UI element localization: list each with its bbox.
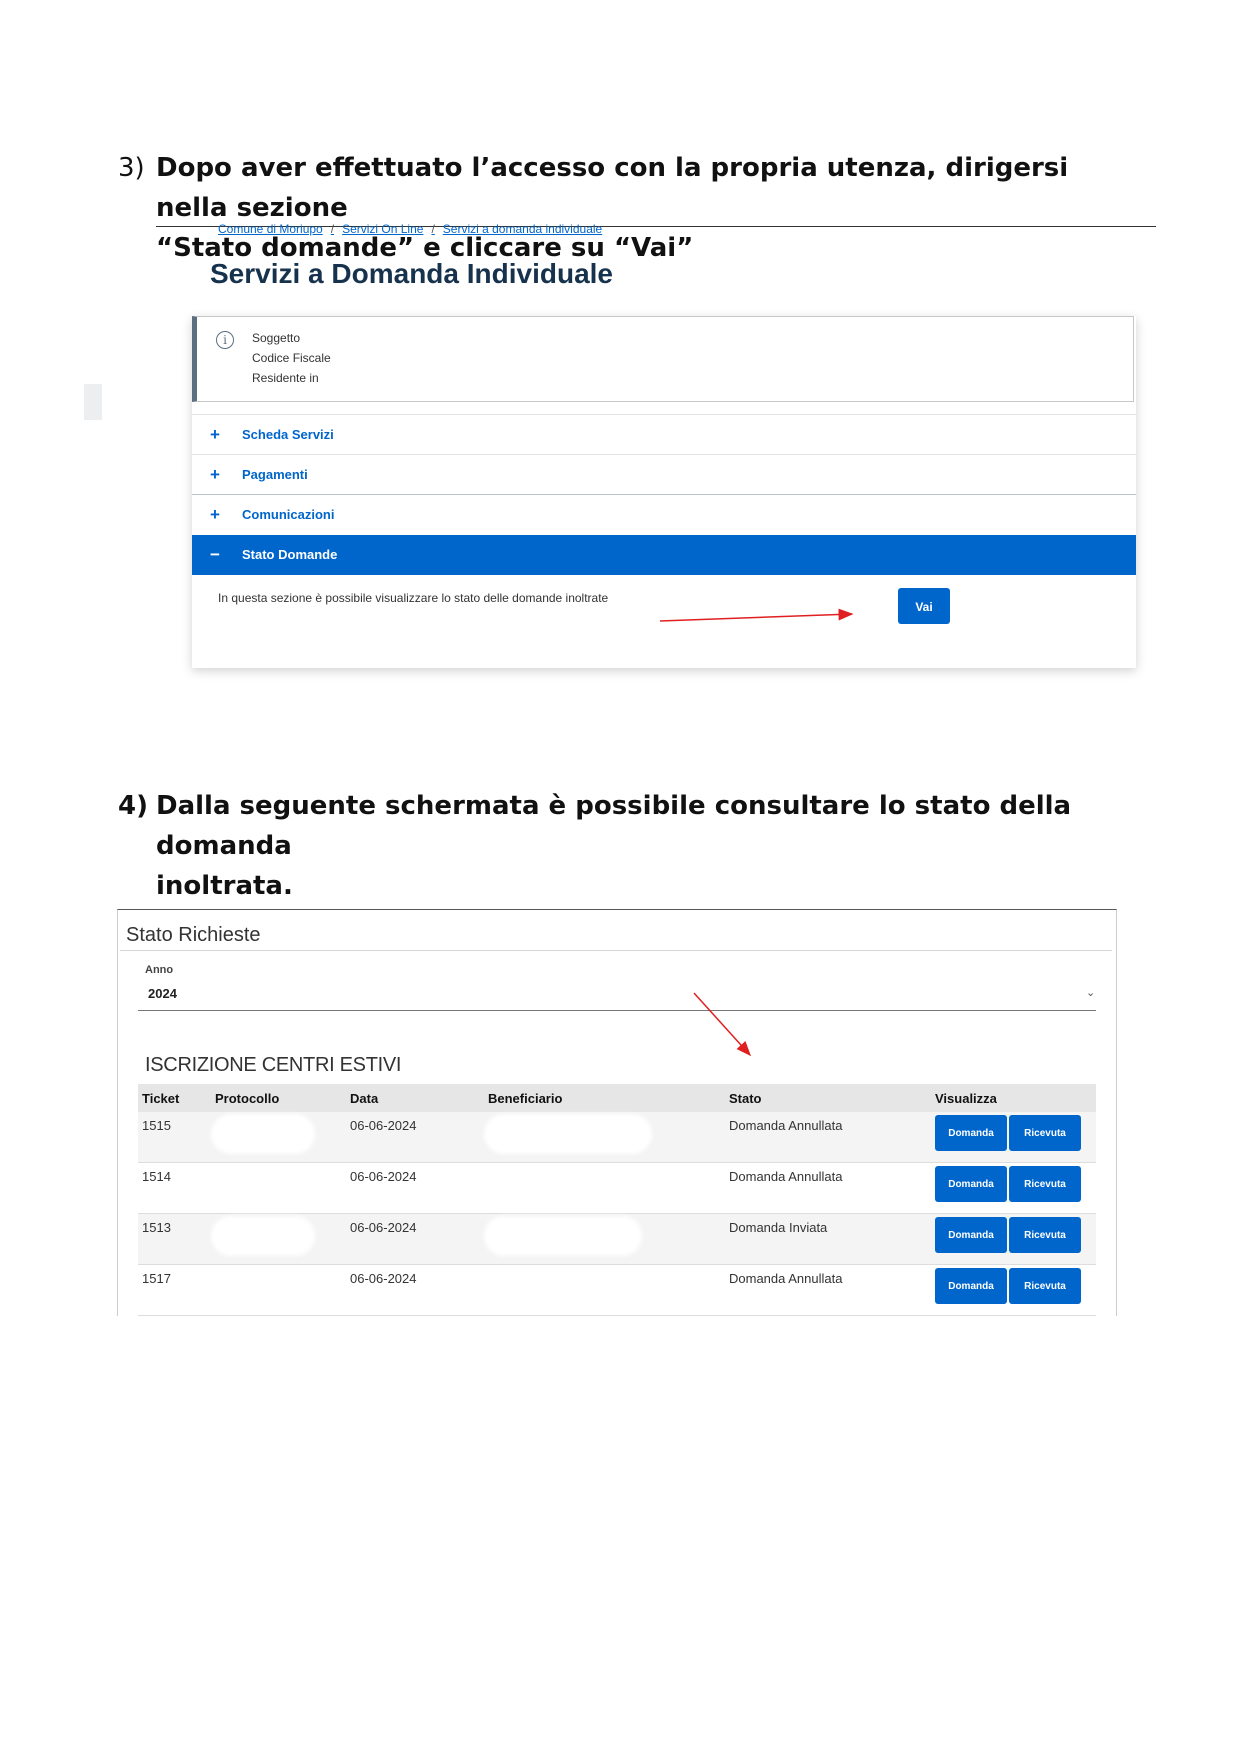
plus-icon: + [210, 505, 220, 524]
ricevuta-button[interactable]: Ricevuta [1009, 1268, 1081, 1304]
info-line-tax-code: Codice Fiscale [252, 351, 331, 365]
domanda-button[interactable]: Domanda [935, 1115, 1007, 1151]
column-header-data: Data [346, 1084, 484, 1112]
step-line-1: Dalla seguente schermata è possibile consultare lo stato della domanda [156, 791, 1072, 861]
page-title: Servizi a Domanda Individuale [210, 258, 614, 289]
ticket-cell: 1514 [138, 1163, 211, 1214]
year-label: Anno [145, 964, 174, 976]
info-line-subject: Soggetto [252, 331, 301, 345]
ricevuta-button[interactable]: Ricevuta [1009, 1217, 1081, 1253]
column-header-beneficiario: Beneficiario [484, 1084, 725, 1112]
data-cell: 06-06-2024 [346, 1163, 484, 1214]
stato-cell: Domanda Annullata [725, 1265, 931, 1316]
ricevuta-button[interactable]: Ricevuta [1009, 1115, 1081, 1151]
accordion-label: Pagamenti [242, 467, 308, 482]
stato-cell: Domanda Annullata [725, 1163, 931, 1214]
ticket-cell: 1515 [138, 1112, 211, 1163]
plus-icon: + [210, 465, 220, 484]
accordion-label: Scheda Servizi [242, 427, 334, 442]
breadcrumb-link[interactable]: Servizi On Line [342, 222, 424, 236]
arrow-to-vai-button [660, 614, 852, 621]
data-cell: 06-06-2024 [346, 1214, 484, 1265]
breadcrumb-link[interactable]: Servizi a domanda individuale [442, 222, 603, 236]
vai-button[interactable]: Vai [898, 588, 950, 624]
ricevuta-button[interactable]: Ricevuta [1009, 1166, 1081, 1202]
column-header-ticket: Ticket [138, 1084, 211, 1112]
data-cell: 06-06-2024 [346, 1112, 484, 1163]
info-line-residence: Residente in [252, 371, 319, 385]
domanda-button[interactable]: Domanda [935, 1217, 1007, 1253]
domanda-button[interactable]: Domanda [935, 1268, 1007, 1304]
stato-domande-description: In questa sezione è possibile visualizzare lo stato delle domande inoltrate [218, 591, 609, 605]
accordion-label: Comunicazioni [242, 507, 335, 522]
stato-cell: Domanda Inviata [725, 1214, 931, 1265]
minus-icon: − [210, 545, 220, 564]
step-line-2: “Stato domande” e cliccare su “Vai” [156, 233, 694, 263]
step-number: 4) [118, 791, 148, 821]
step-number: 3) [118, 153, 145, 183]
breadcrumb-link[interactable]: Comune di Moriupo [218, 222, 323, 236]
data-cell: 06-06-2024 [346, 1265, 484, 1316]
breadcrumb-separator: / [330, 222, 335, 236]
breadcrumb-separator: / [431, 222, 435, 236]
stato-cell: Domanda Annullata [725, 1112, 931, 1163]
ticket-cell: 1513 [138, 1214, 211, 1265]
arrow-to-stato-column [694, 993, 750, 1055]
column-header-protocollo: Protocollo [211, 1084, 346, 1112]
chevron-down-icon[interactable]: ⌄ [1086, 987, 1096, 999]
column-header-visualizza: Visualizza [931, 1084, 1096, 1112]
stato-richieste-title: Stato Richieste [126, 924, 261, 946]
service-section-title: ISCRIZIONE CENTRI ESTIVI [145, 1054, 402, 1076]
step-line-1: Dopo aver effettuato l’accesso con la propria utenza, dirigersi nella sezione [156, 153, 1069, 223]
plus-icon: + [210, 425, 220, 444]
ticket-cell: 1517 [138, 1265, 211, 1316]
column-header-stato: Stato [725, 1084, 931, 1112]
domanda-button[interactable]: Domanda [935, 1166, 1007, 1202]
accordion-label: Stato Domande [242, 547, 338, 562]
info-icon: i [216, 331, 234, 349]
step-line-2: inoltrata. [156, 871, 293, 901]
year-select[interactable]: 2024 [148, 986, 177, 1001]
